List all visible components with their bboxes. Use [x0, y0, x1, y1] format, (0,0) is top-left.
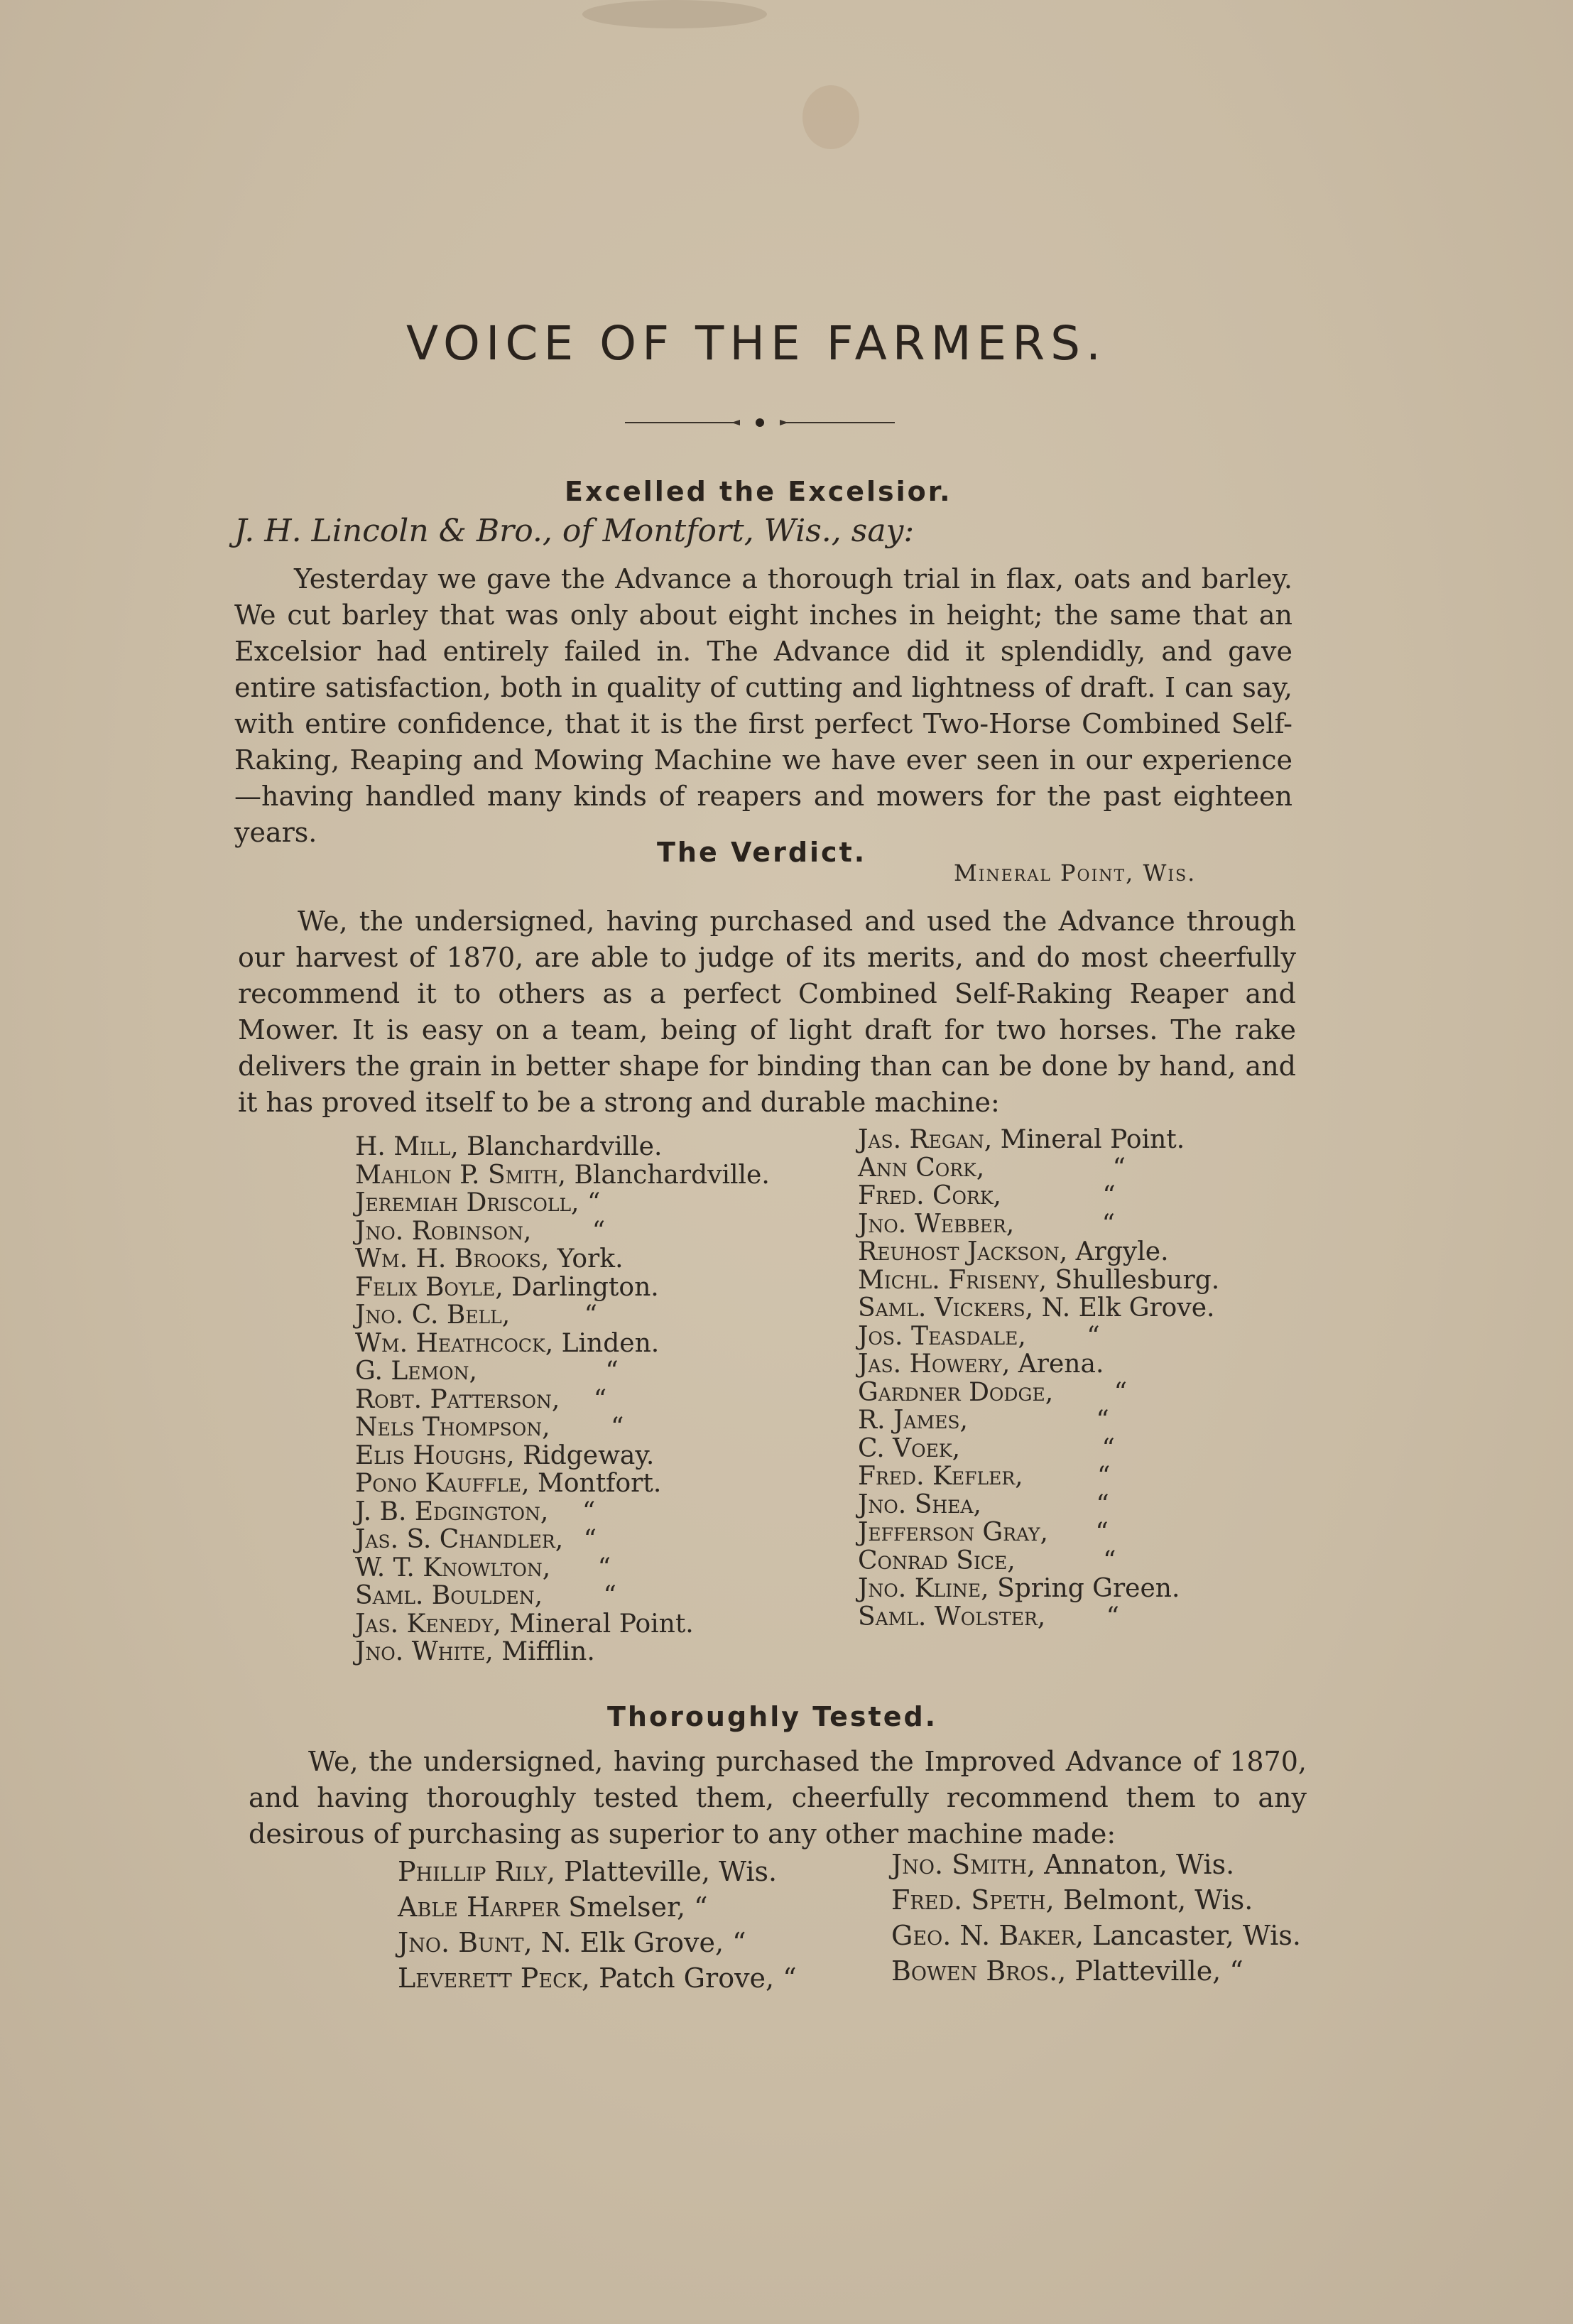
signatory-entry	[355, 1610, 770, 1639]
signatory-name: J. B. Edgington,	[355, 1497, 557, 1526]
signatory-entry	[398, 1889, 797, 1925]
page-title: VOICE OF THE FARMERS.	[406, 316, 1106, 371]
verdict-paragraph: We, the undersigned, having purchased and used the Advance through our harvest of 1870, are able to judge of its merits, and do most cheerfully recommend it to others as a perfect Combined Self-Raking Reaper and Mower. It is easy on a team, being of light draft for two horses. The rake delivers the grain in better shape for binding than can be done by hand, and it has proved itself to be a strong and durable machine:	[238, 906, 1296, 1118]
signatory-name: Jno. Webber,	[858, 1209, 1023, 1239]
section-heading-tested: Thoroughly Tested.	[607, 1701, 938, 1732]
signatory-name: H. Mill,	[355, 1132, 467, 1161]
signatory-place: Annaton, Wis.	[1044, 1849, 1235, 1880]
signatory-name: Saml. Vickers,	[858, 1293, 1042, 1323]
signatory-place: “	[583, 1525, 597, 1554]
signatory-entry	[858, 1547, 1219, 1575]
signatory-name: Gardner Dodge,	[858, 1377, 1062, 1407]
signatory-name: Jno. Smith,	[891, 1849, 1045, 1880]
signatory-place: Belmont, Wis.	[1062, 1884, 1253, 1916]
signatory-place: “	[1106, 1602, 1120, 1631]
signatory-place: Darlington.	[511, 1272, 659, 1302]
signatory-place: Ridgeway.	[523, 1440, 655, 1470]
signatory-entry	[355, 1442, 770, 1470]
signatory-name: Conrad Sice,	[858, 1546, 1024, 1575]
signatory-entry	[355, 1189, 770, 1217]
signatory-name: Jas. Kenedy,	[355, 1609, 510, 1639]
signatory-entry	[858, 1182, 1219, 1210]
signatory-list-left	[355, 1133, 770, 1666]
signatory-name: Fred. Speth,	[891, 1884, 1063, 1916]
signatory-name: G. Lemon,	[355, 1357, 486, 1386]
tested-list-right	[891, 1847, 1301, 1989]
signatory-name: W. T. Knowlton,	[355, 1553, 559, 1582]
signatory-entry	[858, 1294, 1219, 1323]
signatory-name: Pono Kauffle,	[355, 1469, 538, 1498]
signatory-name: Jno. White,	[355, 1637, 502, 1666]
signatory-entry	[355, 1638, 770, 1666]
signatory-name: Jefferson Gray,	[858, 1518, 1057, 1547]
signatory-entry	[355, 1274, 770, 1302]
signatory-entry	[398, 1960, 797, 1996]
signatory-name: Ann Cork,	[858, 1153, 993, 1183]
signatory-place: Patch Grove, “	[599, 1962, 797, 1994]
signatory-entry	[858, 1266, 1219, 1295]
signatory-entry	[858, 1435, 1219, 1463]
signatory-place: Spring Green.	[997, 1574, 1180, 1603]
signatory-place: “	[611, 1413, 624, 1442]
signatory-entry	[398, 1854, 797, 1889]
signatory-entry	[355, 1217, 770, 1246]
signatory-place: Argyle.	[1075, 1237, 1169, 1266]
signatory-place: Mineral Point.	[509, 1609, 694, 1639]
section-heading-verdict: The Verdict.	[657, 837, 867, 868]
paper-stain	[802, 85, 859, 149]
paper-stain	[582, 0, 767, 28]
signatory-place: Mineral Point.	[1000, 1125, 1185, 1154]
signatory-entry	[858, 1491, 1219, 1519]
signatory-name: Fred. Kefler,	[858, 1462, 1032, 1491]
signatory-entry	[858, 1350, 1219, 1379]
signatory-place: “	[1097, 1462, 1111, 1491]
tested-list-left	[398, 1854, 797, 1996]
signatory-place: “	[593, 1384, 607, 1414]
signatory-place: “	[1101, 1209, 1116, 1239]
signatory-place: “	[597, 1553, 611, 1582]
signatory-entry	[891, 1953, 1301, 1989]
signatory-entry	[858, 1603, 1219, 1631]
signatory-entry	[355, 1582, 770, 1610]
signatory-place: Blanchardville.	[467, 1132, 663, 1161]
signatory-entry	[858, 1575, 1219, 1603]
signatory-entry	[858, 1210, 1219, 1239]
signatory-place: Platteville, “	[1074, 1955, 1243, 1987]
signatory-name: Able Harper	[398, 1891, 569, 1923]
signatory-place: “	[1103, 1546, 1116, 1575]
signatory-place: “	[587, 1188, 601, 1217]
signatory-place: N. Elk Grove, “	[540, 1927, 746, 1958]
testimonial-byline: J. H. Lincoln & Bro., of Montfort, Wis., say:	[234, 513, 915, 549]
divider-ornament	[625, 412, 895, 433]
signatory-name: Robt. Patterson,	[355, 1384, 568, 1414]
signatory-place: Platteville, Wis.	[564, 1856, 778, 1887]
signatory-name: Michl. Friseny,	[858, 1265, 1055, 1295]
signatory-place: Blanchardville.	[574, 1160, 770, 1190]
signatory-name: Reuhost Jackson,	[858, 1237, 1076, 1266]
signatory-place: York.	[557, 1244, 624, 1274]
signatory-name: Jeremiah Driscoll,	[355, 1188, 587, 1217]
signatory-place: “	[1101, 1433, 1115, 1463]
signatory-entry	[858, 1379, 1219, 1407]
signatory-place: “	[1096, 1406, 1109, 1435]
signatory-name: Jno. C. Bell,	[355, 1301, 518, 1330]
signatory-place: Smelser, “	[568, 1891, 708, 1923]
signatory-entry	[355, 1133, 770, 1161]
signatory-name: Felix Boyle,	[355, 1272, 512, 1302]
signatory-place: “	[605, 1357, 619, 1386]
testimonial-paragraph: Yesterday we gave the Advance a thorough trial in flax, oats and barley. We cut barley that was only about eight inches in height; the same that an Excelsior had entirely failed in. The Advance did it splendidly, and gave entire satisfaction, both in quality of cutting and lightness of draft. I can say, with entire confidence, that it is the first perfect Two-Horse Combined Self-Raking, Reaping and Mowing Machine we have ever seen in our experience—having handled many kinds of reapers and mowers for the past eighteen years.	[234, 563, 1292, 848]
signatory-place: “	[1102, 1181, 1116, 1210]
signatory-place: Shullesburg.	[1055, 1265, 1220, 1295]
signatory-place: “	[1095, 1518, 1109, 1547]
signatory-place: “	[1112, 1153, 1126, 1183]
verdict-place: Mineral Point, Wis.	[954, 859, 1197, 886]
signatory-place: “	[1087, 1321, 1100, 1351]
signatory-name: Saml. Boulden,	[355, 1581, 551, 1610]
signatory-name: Jno. Kline,	[858, 1574, 998, 1603]
signatory-entry	[891, 1882, 1301, 1918]
signatory-entry	[355, 1357, 770, 1386]
signatory-place: “	[584, 1301, 598, 1330]
signatory-name: Jno. Shea,	[858, 1489, 990, 1519]
signatory-entry	[355, 1330, 770, 1358]
signatory-entry	[858, 1126, 1219, 1154]
signatory-name: Phillip Rily,	[398, 1856, 565, 1887]
signatory-entry	[858, 1462, 1219, 1491]
signatory-place: Linden.	[561, 1328, 660, 1358]
signatory-entry	[355, 1245, 770, 1274]
signatory-name: Mahlon P. Smith,	[355, 1160, 575, 1190]
signatory-name: Bowen Bros.,	[891, 1955, 1075, 1987]
signatory-place: Arena.	[1018, 1350, 1104, 1379]
signatory-entry	[355, 1498, 770, 1526]
signatory-place: “	[1096, 1489, 1109, 1519]
signatory-entry	[891, 1847, 1301, 1882]
signatory-place: “	[1114, 1377, 1127, 1407]
signatory-name: C. Voek,	[858, 1433, 969, 1463]
signatory-entry	[858, 1154, 1219, 1183]
signatory-name: R. James,	[858, 1406, 976, 1435]
signatory-entry	[355, 1161, 770, 1190]
signatory-entry	[858, 1238, 1219, 1266]
signatory-entry	[355, 1470, 770, 1498]
signatory-entry	[355, 1413, 770, 1442]
signatory-name: Jno. Robinson,	[355, 1216, 540, 1246]
signatory-entry	[858, 1323, 1219, 1351]
signatory-entry	[858, 1406, 1219, 1435]
signatory-name: Leverett Peck,	[398, 1962, 599, 1994]
signatory-place: N. Elk Grove.	[1041, 1293, 1215, 1323]
signatory-list-right	[858, 1126, 1219, 1631]
signatory-name: Jas. Regan,	[858, 1125, 1001, 1154]
section-heading-excelled: Excelled the Excelsior.	[565, 476, 952, 507]
signatory-name: Jos. Teasdale,	[858, 1321, 1035, 1351]
signatory-entry	[891, 1918, 1301, 1953]
signatory-name: Wm. Heathcock,	[355, 1328, 562, 1358]
signatory-entry	[355, 1554, 770, 1582]
signatory-place: Montfort.	[537, 1469, 662, 1498]
signatory-entry	[355, 1301, 770, 1330]
signatory-name: Geo. N. Baker,	[891, 1920, 1093, 1951]
signatory-name: Jas. S. Chandler,	[355, 1525, 572, 1554]
signatory-name: Wm. H. Brooks,	[355, 1244, 557, 1274]
tested-paragraph: We, the undersigned, having purchased the Improved Advance of 1870, and having thoroughly tested them, cheerfully recommend them to any desirous of purchasing as superior to any other machine made:	[249, 1746, 1307, 1850]
signatory-name: Fred. Cork,	[858, 1181, 1010, 1210]
signatory-entry	[355, 1386, 770, 1414]
signatory-entry	[858, 1519, 1219, 1547]
signatory-name: Saml. Wolster,	[858, 1602, 1054, 1631]
signatory-name: Nels Thompson,	[355, 1413, 559, 1442]
signatory-place: Mifflin.	[501, 1637, 595, 1666]
signatory-place: Lancaster, Wis.	[1092, 1920, 1301, 1951]
signatory-name: Jno. Bunt,	[398, 1927, 541, 1958]
signatory-place: “	[592, 1216, 606, 1246]
signatory-entry	[355, 1526, 770, 1554]
signatory-place: “	[603, 1581, 616, 1610]
signatory-name: Elis Houghs,	[355, 1440, 523, 1470]
signatory-name: Jas. Howery,	[858, 1350, 1018, 1379]
signatory-place: “	[582, 1497, 596, 1526]
signatory-entry	[398, 1925, 797, 1960]
